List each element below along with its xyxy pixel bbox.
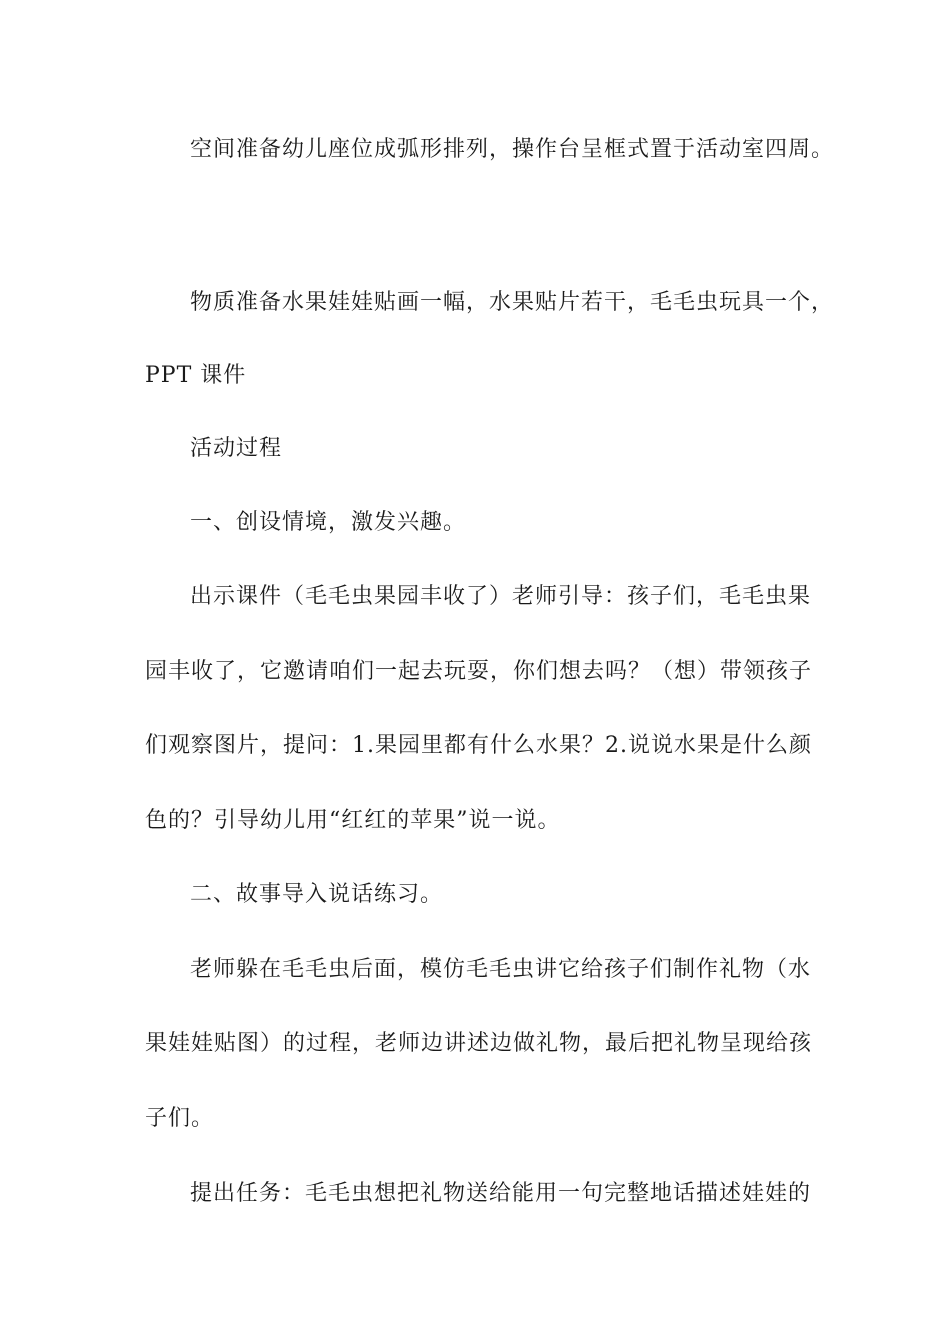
- section-two-heading: 二、故事导入说话练习。: [190, 882, 444, 907]
- task-paragraph-line-1: 提出任务：毛毛虫想把礼物送给能用一句完整地话描述娃娃的: [190, 1181, 812, 1206]
- section-one-paragraph-line-1: 出示课件（毛毛虫果园丰收了）老师引导：孩子们，毛毛虫果: [190, 584, 812, 609]
- section-two-paragraph-line-1: 老师躲在毛毛虫后面，模仿毛毛虫讲它给孩子们制作礼物（水: [190, 957, 812, 982]
- section-one-paragraph-line-2: 园丰收了，它邀请咱们一起去玩耍，你们想去吗？（想）带领孩子: [145, 659, 813, 684]
- section-one-paragraph-line-4: 色的？引导幼儿用“红红的苹果”说一说。: [145, 808, 561, 833]
- material-preparation-line: 物质准备水果娃娃贴画一幅，水果贴片若干，毛毛虫玩具一个，: [190, 290, 835, 315]
- section-two-paragraph-line-2: 果娃娃贴图）的过程，老师边讲述边做礼物，最后把礼物呈现给孩: [145, 1031, 813, 1056]
- section-one-heading: 一、创设情境，激发兴趣。: [190, 510, 467, 535]
- space-preparation-line: 空间准备幼儿座位成弧形排列，操作台呈框式置于活动室四周。: [190, 137, 835, 162]
- section-one-paragraph-line-3: 们观察图片，提问：1.果园里都有什么水果？2.说说水果是什么颜: [145, 733, 812, 758]
- material-preparation-continued-line: PPT 课件: [145, 363, 247, 388]
- activity-process-heading: 活动过程: [190, 436, 283, 461]
- section-two-paragraph-line-3: 子们。: [145, 1106, 215, 1131]
